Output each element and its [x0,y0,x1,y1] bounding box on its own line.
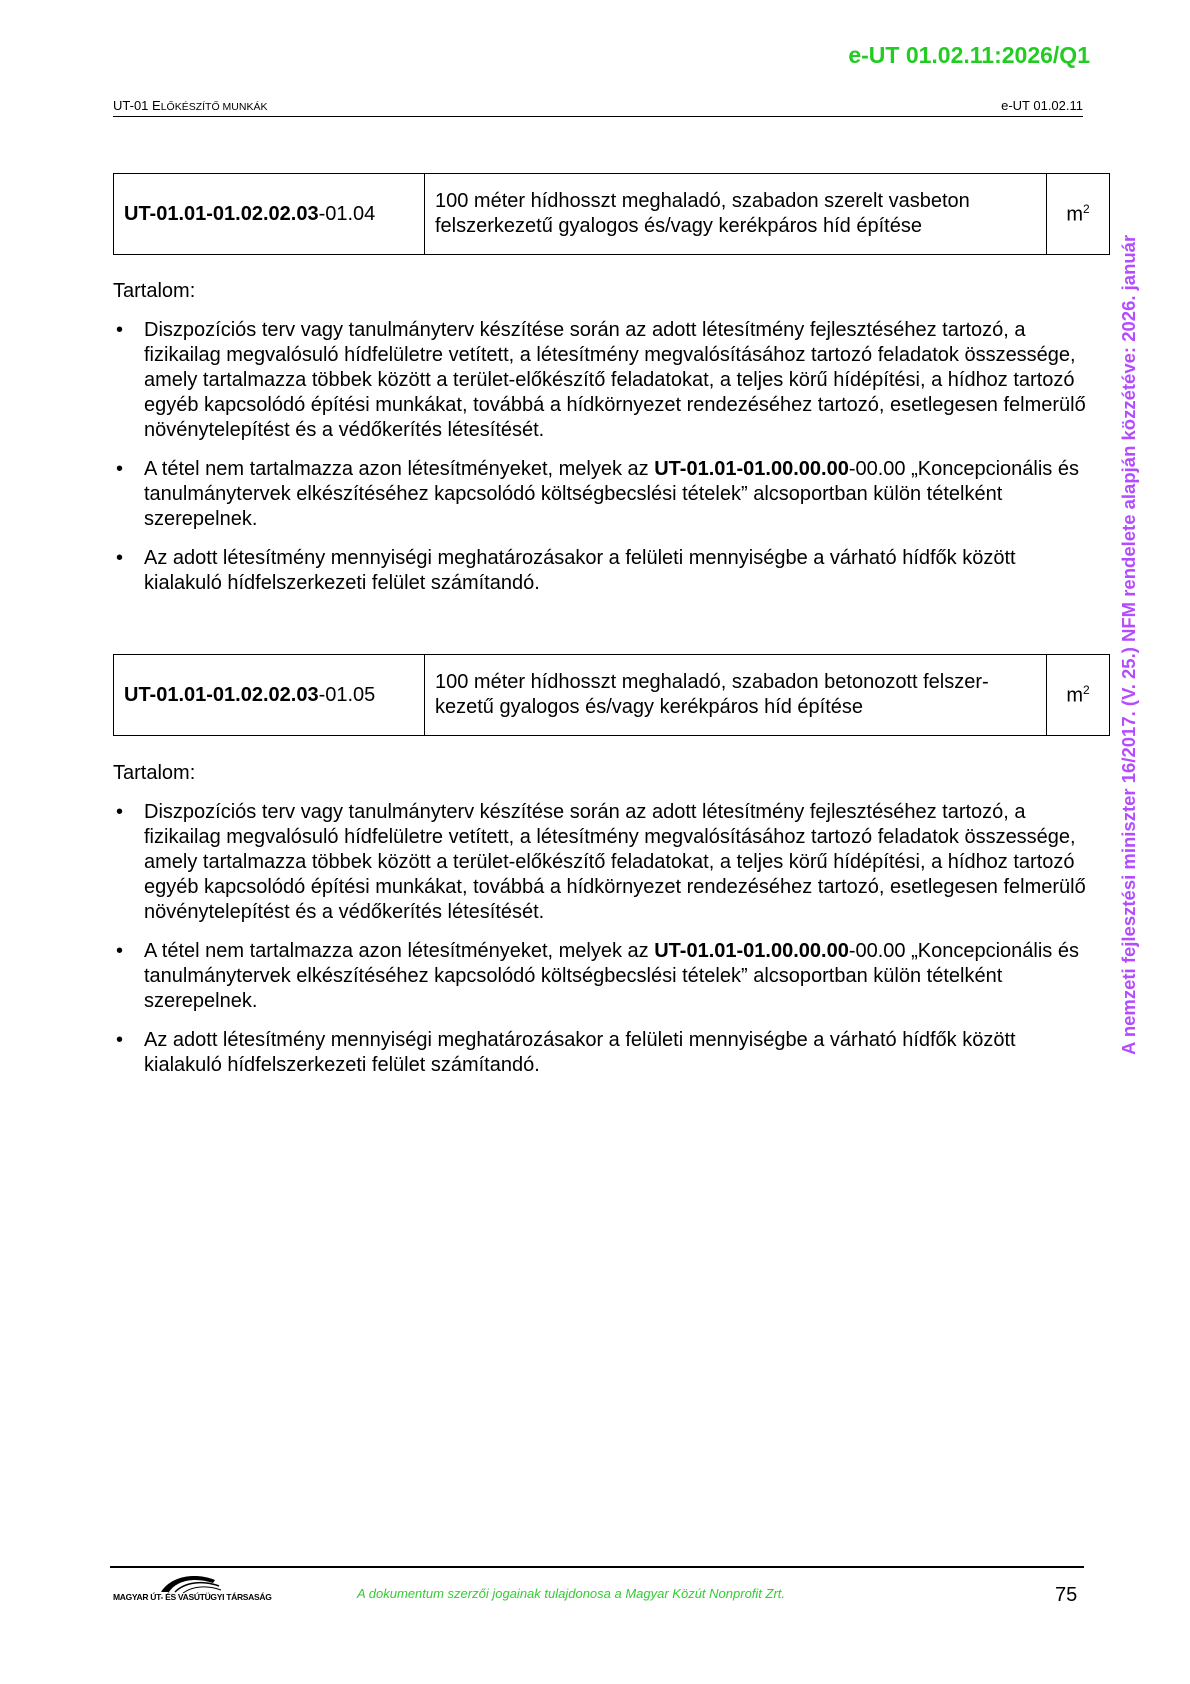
description-line: felszerkezetű gyalogos és/vagy kerékpáros híd építése [435,215,922,237]
list-item-text: Az adott létesítmény mennyiségi meghatározásakor a felületi mennyiségbe a várható hídfők között kialakuló hídfelszerkezeti felület számítandó. [144,1029,1016,1076]
reference-code-bold: UT-01.01-01.00.00.00 [654,940,849,962]
publication-note: A nemzeti fejlesztési miniszter 16/2017. (V. 25.) NFM rendelete alapján közzétéve: 2026. január [1118,234,1139,1055]
bullet-icon: • [116,940,124,962]
logo-swoosh-icon [113,1572,263,1594]
list-item-text: Diszpozíciós terv vagy tanulmányterv készítése során az adott létesítmény fejlesztéséhez tartozó, a fizikailag megvalósuló hídfelületre vetített, a létesítmény megvalósításához tartozó feladatok összessége, amely tartalmazza többek között a terület-előkészítő feladatokat, a teljes körű hídépítési, a hídhoz tartozó egyéb kapcsolódó építési munkákat, továbbá a hídkörnyezet rendezéséhez tartozó, esetlegesen felmerülő növénytelepítést és a védőkerítés létesítését. [144,319,1086,441]
item-code-suffix: -01.04 [318,202,376,225]
content-list [113,318,1093,610]
bullet-icon: • [116,458,124,480]
chapter-initial: E [152,98,161,113]
reference-code-suffix: -00.00 [848,458,906,480]
chapter-title [113,98,267,113]
bullet-icon: • [116,547,124,569]
list-item-text: „Koncepcionális és tanulmánytervek elkészítéséhez kapcsolódó költségbecslési tételek” alcsoportban külön tételként szerepelnek. [144,458,1079,530]
description-line: 100 méter hídhosszt meghaladó, szabadon szerelt vasbeton [435,190,970,212]
item-table [113,173,1110,255]
chapter-rest: LŐKÉSZÍTŐ MUNKÁK [160,101,268,113]
unit-base: m [1066,203,1083,226]
reference-code-suffix: -00.00 [848,940,906,962]
list-item [113,939,1093,1014]
logo-text: MAGYAR ÚT- ÉS VASÚTÜGYI TÁRSASÁG [113,1592,272,1602]
copyright-notice: A dokumentum szerzői jogainak tulajdonosa a Magyar Közút Nonprofit Zrt. [357,1586,786,1601]
list-item-text: A tétel nem tartalmazza azon létesítményeket, melyek az [144,940,655,962]
description-line: kezetű gyalogos és/vagy kerékpáros híd építése [435,696,864,718]
document-code: e-UT 01.02.11:2026/Q1 [848,42,1090,68]
item-description [425,174,1047,255]
unit-exponent: 2 [1082,201,1090,216]
bullet-icon: • [116,801,124,823]
bullet-icon: • [116,319,124,341]
unit-exponent: 2 [1082,682,1090,697]
list-item [113,457,1093,532]
item-unit [1047,655,1110,736]
running-header [113,96,1083,117]
page-number: 75 [1055,1584,1078,1606]
header-doc-id: e-UT 01.02.11 [1001,98,1083,113]
item-unit [1047,174,1110,255]
item-description [425,655,1047,736]
reference-code-bold: UT-01.01-01.00.00.00 [654,458,849,480]
list-item [113,1028,1093,1078]
chapter-prefix: UT-01 [113,98,153,113]
content-list [113,800,1093,1092]
item-code-suffix: -01.05 [318,683,376,706]
list-item-text: „Koncepcionális és tanulmánytervek elkészítéséhez kapcsolódó költségbecslési tételek” alcsoportban külön tételként szerepelnek. [144,940,1079,1012]
item-code [114,655,425,736]
society-logo [113,1572,272,1612]
list-item [113,546,1093,596]
list-item [113,318,1093,443]
content-label: Tartalom: [113,762,196,784]
list-item-text: A tétel nem tartalmazza azon létesítményeket, melyek az [144,458,655,480]
content-label: Tartalom: [113,280,196,302]
list-item-text: Diszpozíciós terv vagy tanulmányterv készítése során az adott létesítmény fejlesztéséhez tartozó, a fizikailag megvalósuló hídfelületre vetített, a létesítmény megvalósításához tartozó feladatok összessége, amely tartalmazza többek között a terület-előkészítő feladatokat, a teljes körű hídépítési, a hídhoz tartozó egyéb kapcsolódó építési munkákat, továbbá a hídkörnyezet rendezéséhez tartozó, esetlegesen felmerülő növénytelepítést és a védőkerítés létesítését. [144,801,1086,923]
item-code-bold: UT-01.01-01.02.02.03 [124,202,319,225]
footer-divider [110,1566,1084,1568]
item-code-bold: UT-01.01-01.02.02.03 [124,683,319,706]
item-code [114,174,425,255]
unit-base: m [1066,684,1083,707]
list-item-text: Az adott létesítmény mennyiségi meghatározásakor a felületi mennyiségbe a várható hídfők között kialakuló hídfelszerkezeti felület számítandó. [144,547,1016,594]
description-line: 100 méter hídhosszt meghaladó, szabadon betonozott felszer- [435,671,989,693]
bullet-icon: • [116,1029,124,1051]
list-item [113,800,1093,925]
item-table [113,654,1110,736]
